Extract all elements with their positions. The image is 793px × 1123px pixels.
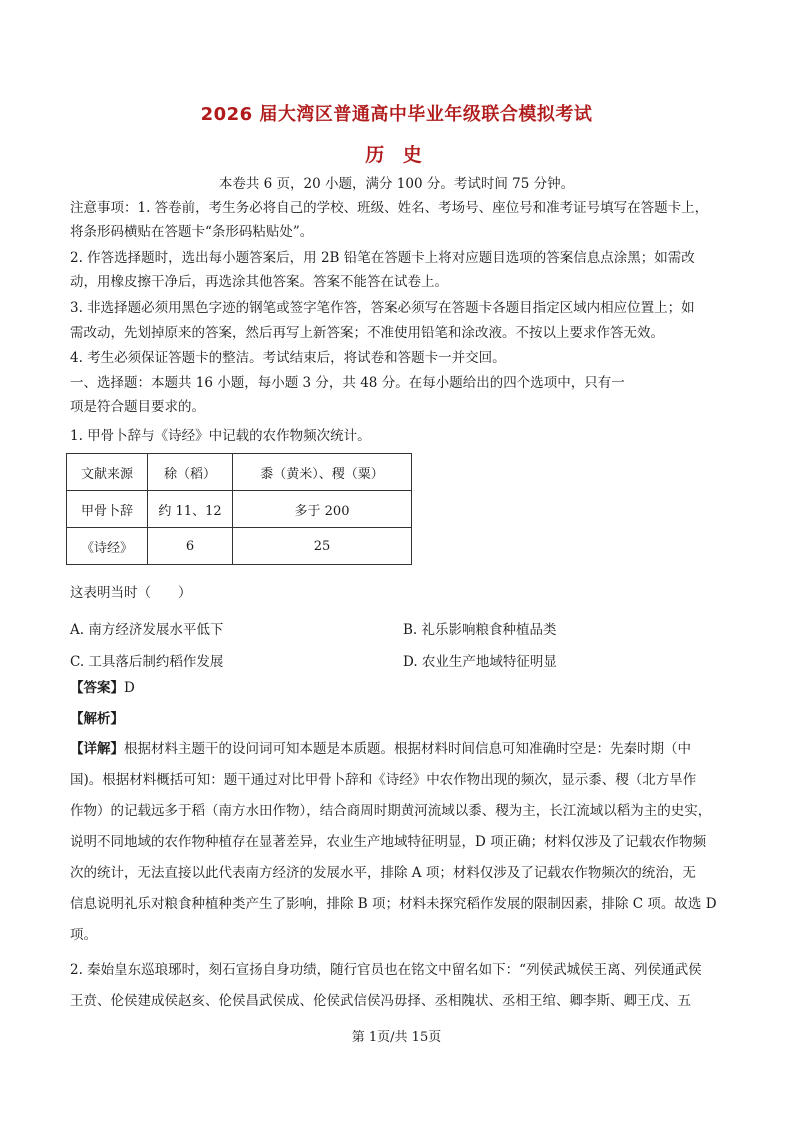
answer-value: D xyxy=(124,680,135,696)
table-header-cell: 黍（黄米）、稷（粟） xyxy=(233,454,412,491)
table-row xyxy=(67,528,412,565)
notice-line: 注意事项：1. 答卷前，考生务必将自己的学校、班级、姓名、考场号、座位号和准考证号填写在答题卡上， xyxy=(70,200,709,216)
option-b: B. 礼乐影响粮食种植品类 xyxy=(403,622,557,638)
table-header-cell: 文献来源 xyxy=(67,454,148,491)
detail-line: 次的统计，无法直接以此代表南方经济的发展水平，排除 A 项；材料仅涉及了记载农作物频次的统治，无 xyxy=(70,865,696,881)
exam-title: 2026 届大湾区普通高中毕业年级联合模拟考试 xyxy=(200,104,593,125)
table-cell: 25 xyxy=(233,528,412,565)
option-d: D. 农业生产地域特征明显 xyxy=(403,654,557,670)
table-row xyxy=(67,491,412,528)
analysis-tag: 【解析】 xyxy=(70,711,124,727)
notice-line: 2. 作答选择题时，选出每小题答案后，用 2B 铅笔在答题卡上将对应题目选项的答案信息点涂黑；如需改 xyxy=(70,250,695,266)
detail-line: 项。 xyxy=(70,927,97,943)
detail-line: 信息说明礼乐对粮食种植种类产生了影响，排除 B 项；材料未探究稻作发展的限制因素，排除 C 项。故选 D xyxy=(70,896,717,912)
detail-line: 说明不同地域的农作物种植存在显著差异，农业生产地域特征明显，D 项正确；材料仅涉及了记载农作物频 xyxy=(70,834,707,850)
table-cell: 多于 200 xyxy=(233,491,412,528)
exam-intro: 本卷共 6 页，20 小题，满分 100 分。考试时间 75 分钟。 xyxy=(218,176,575,192)
notice-line: 4. 考生必须保证答题卡的整洁。考试结束后，将试卷和答题卡一并交回。 xyxy=(70,350,506,366)
table-header-row xyxy=(67,454,412,491)
notice-line: 动，用橡皮擦干净后，再选涂其他答案。答案不能答在试卷上。 xyxy=(70,274,448,290)
option-a: A. 南方经济发展水平低下 xyxy=(70,622,224,638)
section-heading: 一、选择题：本题共 16 小题，每小题 3 分，共 48 分。在每小题给出的四个选项中，只有一 xyxy=(70,375,625,391)
crop-frequency-table xyxy=(66,453,412,565)
notice-line: 3. 非选择题必须用黑色字迹的钢笔或签字笔作答，答案必须写在答题卡各题目指定区域内相应位置上；如 xyxy=(70,300,695,316)
notice-line: 将条形码横贴在答题卡“条形码粘贴处”。 xyxy=(70,224,314,240)
analysis-line xyxy=(70,711,735,727)
table-header-cell: 稌（稻） xyxy=(148,454,233,491)
question-1-prompt: 这表明当时（ ） xyxy=(70,585,192,601)
answer-line xyxy=(70,680,735,696)
answer-tag: 【答案】 xyxy=(70,680,124,696)
detail-text: 根据材料主题干的设问词可知本题是本质题。根据材料时间信息可知准确时空是：先秦时期（中 xyxy=(124,741,691,757)
table-cell: 《诗经》 xyxy=(67,528,148,565)
detail-line: 作物）的记载远多于稻（南方水田作物），结合商周时期黄河流域以黍、稷为主，长江流域以稻为主的史实， xyxy=(70,803,712,819)
page-footer: 第 1页/共 15页 xyxy=(351,1030,442,1045)
detail-line xyxy=(70,741,735,757)
question-2-line: 2. 秦始皇东巡琅琊时，刻石宣扬自身功绩，随行官员也在铭文中留名如下：“列侯武城侯王离、列侯通武侯 xyxy=(70,962,702,978)
table-cell: 6 xyxy=(148,528,233,565)
section-heading: 项是符合题目要求的。 xyxy=(70,399,205,415)
table-cell: 约 11、12 xyxy=(148,491,233,528)
question-2-line: 王贲、伦侯建成侯赵亥、伦侯昌武侯成、伦侯武信侯冯毋择、丞相隗状、丞相王绾、卿李斯、卿王戊、五 xyxy=(70,993,691,1009)
subject-heading: 历 史 xyxy=(365,144,428,166)
detail-line: 国)。根据材料概括可知：题干通过对比甲骨卜辞和《诗经》中农作物出现的频次，显示黍、稷（北方旱作 xyxy=(70,772,697,788)
detail-tag: 【详解】 xyxy=(70,741,124,757)
table-cell: 甲骨卜辞 xyxy=(67,491,148,528)
option-c: C. 工具落后制约稻作发展 xyxy=(70,654,224,670)
notice-line: 需改动，先划掉原来的答案，然后再写上新答案；不准使用铅笔和涂改液。不按以上要求作答无效。 xyxy=(70,325,664,341)
question-1-stem: 1. 甲骨卜辞与《诗经》中记载的农作物频次统计。 xyxy=(70,428,371,444)
